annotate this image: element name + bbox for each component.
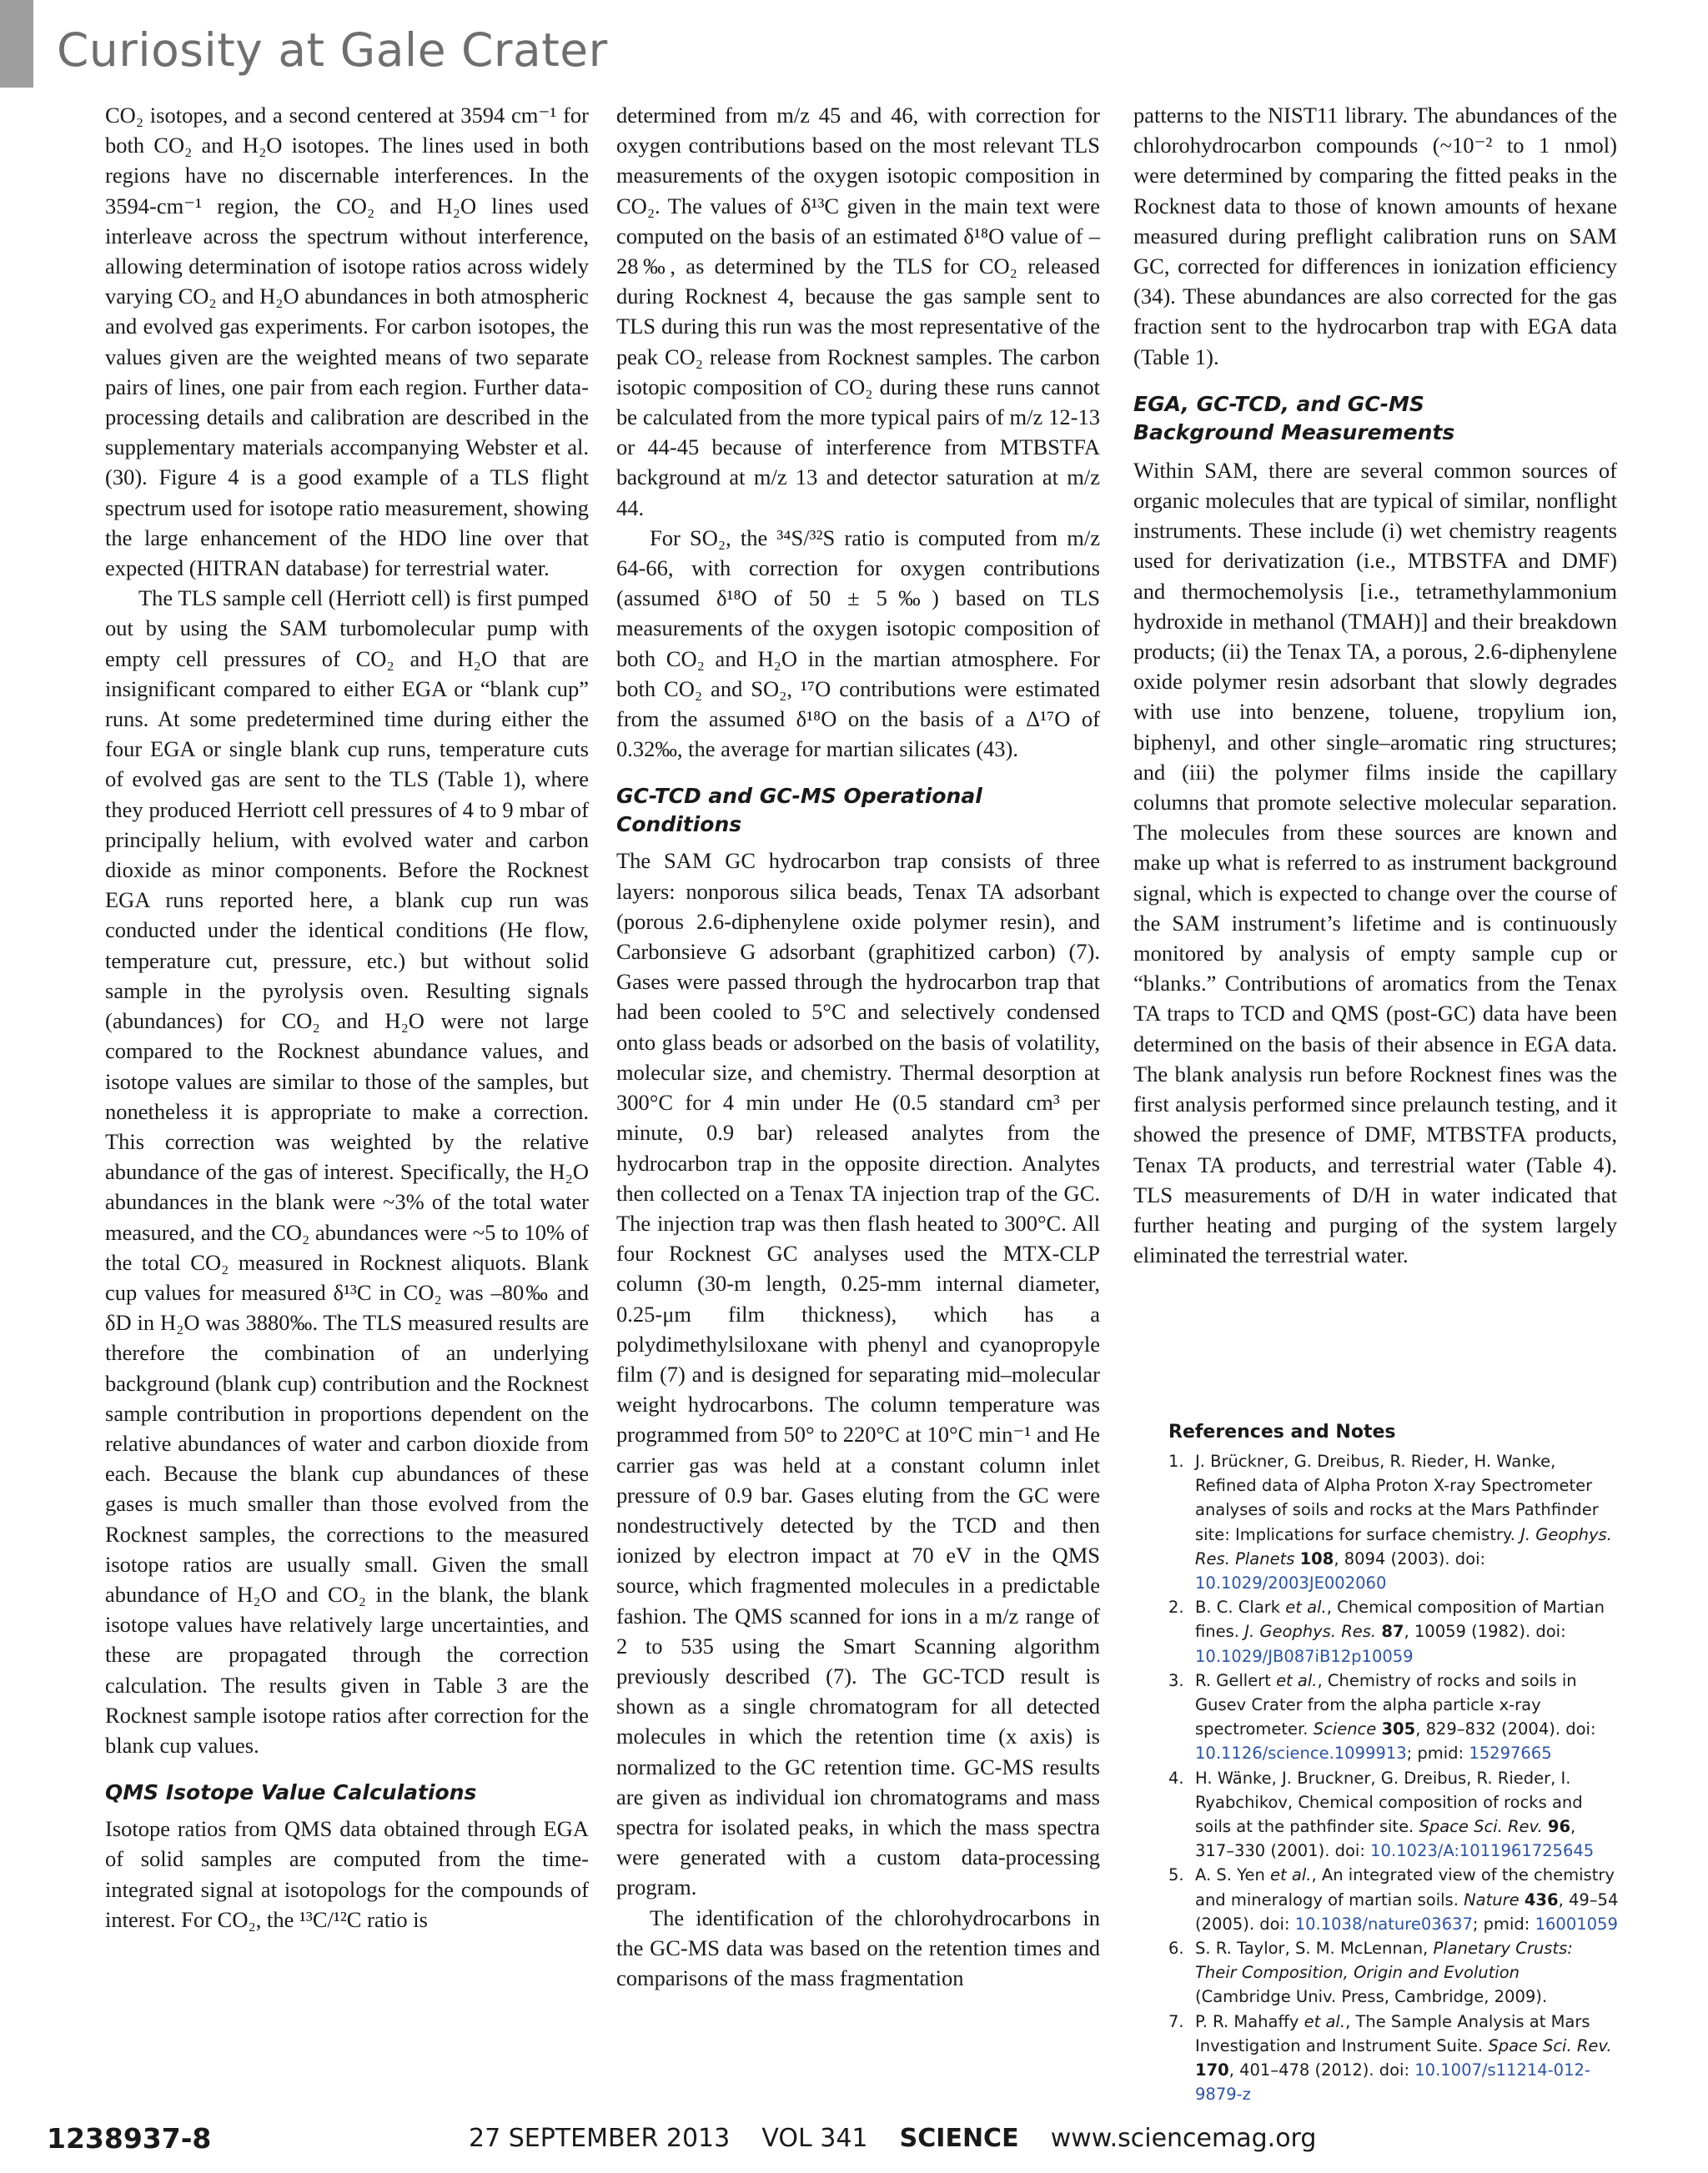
reference-doi-link[interactable]: 10.1007/s11214-012-9879-z bbox=[1195, 2060, 1590, 2105]
reference-volume: 436 bbox=[1524, 1889, 1559, 1910]
column-2 bbox=[616, 100, 1100, 1993]
reference-doi-link[interactable]: 10.1029/2003JE002060 bbox=[1195, 1573, 1387, 1593]
section-heading bbox=[1133, 390, 1617, 447]
reference-pmid-link[interactable]: 15297665 bbox=[1469, 1744, 1552, 1764]
reference-etal: et al. bbox=[1304, 2011, 1346, 2031]
reference-pages: , 401–478 (2012). doi: bbox=[1228, 2060, 1415, 2080]
paragraph: The SAM GC hydrocarbon trap consists of three layers: nonporous silica beads, Tenax TA adsorbant (porous 2.6-diphenylene oxide polymer resin), and Carbonsieve G adsorbant (graphitized carbon) (7). Gases were passed through the hydrocarbon trap that had been cooled to 5°C and selectively condensed onto glass beads or adsorbed on the basis of volatility, molecular size, and chemistry. Thermal desorption at 300°C for 4 min under He (0.5 standard cm³ per minute, 0.9 bar) released analytes from the hydrocarbon trap in the opposite direction. Analytes then collected on a Tenax TA injection trap of the GC. The injection trap was then flash heated to 300°C. All four Rocknest GC analyses used the MTX-CLP column (30-m length, 0.25-mm internal diameter, 0.25-μm film thickness), which has a polydimethylsiloxane with phenyl and cyanopropyle film (7) and is designed for separating mid–molecular weight hydrocarbons. The column temperature was programmed from 50° to 220°C at 10°C min⁻¹ and He carrier gas was held at a constant column inlet pressure of 0.9 bar. Gases eluting from the GC were nondestructively detected by the TCD and then ionized by electron impact at 70 eV in the QMS source, which fragmented molecules in a predictable fashion. The QMS scanned for ions in a m/z range of 2 to 535 using the Smart Scanning algorithm previously described (7). The GC-TCD result is shown as a single chromatogram for all detected molecules in which the retention time (x axis) is normalized to the GC retention time. GC-MS results are given as individual ion chromatograms and mass spectra for isolated peaks, in which the mass spectra were generated with a custom data-processing program. bbox=[616, 848, 1100, 1900]
paragraph: determined from m/z 45 and 46, with correction for oxygen contributions based on the most relevant TLS measurements of the oxygen isotopic composition in CO₂. The values of δ¹³C given in the main text were computed on the basis of an estimated δ¹⁸O value of –28‰, as determined by the TLS for CO₂ released during Rocknest 4, because the gas sample sent to TLS during this run was the most representative of the peak CO₂ release from Rocknest samples. The carbon isotopic composition of CO₂ during these runs cannot be calculated from the more typical pairs of m/z 12-13 or 44-45 because of interference from MTBSTFA background at m/z 13 and detector saturation at m/z 44. bbox=[616, 103, 1100, 520]
reference-item bbox=[1168, 1595, 1619, 1669]
paragraph: Isotope ratios from QMS data obtained through EGA of solid samples are computed from the time-integrated signal at isotopologs for the compounds of interest. For CO₂, the ¹³C/¹²C ratio is bbox=[105, 1816, 589, 1932]
paragraph: Within SAM, there are several common sources of organic molecules that are typical of similar, nonflight instruments. These include (i) wet chemistry reagents used for derivatization (i.e., MTBSTFA and DMF) and thermochemolysis [i.e., tetramethylammonium hydroxide in methanol (TMAH)] and their breakdown products; (ii) the Tenax TA, a porous, 2.6-diphenylene oxide polymer resin adsorbant that slowly degrades with use into benzene, toluene, tropylium ion, biphenyl, and other single–aromatic ring structures; and (iii) the polymer films inside the capillary columns that promote selective molecular separation. The molecules from these sources are known and make up what is referred to as instrument background signal, which is expected to change over the course of the SAM instrument’s lifetime and is continuously monitored by analysis of empty sample cup or “blanks.” Contributions of aromatics from the Tenax TA traps to TCD and QMS (post-GC) data have been determined on the basis of their absence in EGA data. The blank analysis run before Rocknest fines was the first analysis performed since prelaunch testing, and it showed the presence of DMF, MTBSTFA products, Tenax TA products, and terrestrial water (Table 4). TLS measurements of D/H in water indicated that further heating and purging of the system largely eliminated the terrestrial water. bbox=[1133, 457, 1617, 1268]
references-title: References and Notes bbox=[1168, 1422, 1396, 1443]
reference-journal: J. Geophys. Res. bbox=[1244, 1622, 1377, 1642]
reference-volume: 108 bbox=[1299, 1548, 1334, 1568]
column-1 bbox=[105, 100, 589, 1935]
reference-pages: , 49–54 (2005). doi: bbox=[1195, 1889, 1619, 1934]
paragraph: For SO₂, the ³⁴S/³²S ratio is computed from m/z 64-66, with correction for oxygen contributions (assumed δ¹⁸O of 50 ± 5‰) based on TLS measurements of the oxygen isotopic composition of both CO₂ and H₂O in the martian atmosphere. For both CO₂ and SO₂, ¹⁷O contributions were estimated from the assumed δ¹⁸O on the basis of a Δ¹⁷O of 0.32‰, the average for martian silicates (43). bbox=[616, 524, 1100, 762]
footer-volume: VOL 341 bbox=[761, 2124, 868, 2153]
reference-title: , The Sample Analysis at Mars Investigation and Instrument Suite. bbox=[1195, 2011, 1590, 2055]
reference-pages: , 8094 (2003). doi: bbox=[1334, 1548, 1486, 1568]
reference-pmid-label: ; pmid: bbox=[1472, 1914, 1535, 1934]
reference-item bbox=[1168, 2010, 1619, 2107]
section-tab bbox=[0, 0, 33, 88]
reference-title: , Chemical composition of Martian fines. bbox=[1195, 1598, 1605, 1642]
reference-volume: 305 bbox=[1381, 1719, 1416, 1739]
reference-title: , Chemistry of rocks and soils in Gusev Crater from the alpha particle x-ray spectrometer. bbox=[1195, 1670, 1577, 1739]
reference-number: 3. bbox=[1168, 1670, 1184, 1690]
reference-authors: A. S. Yen bbox=[1195, 1865, 1271, 1885]
reference-journal: Space Sci. Rev. bbox=[1488, 2035, 1612, 2055]
reference-item bbox=[1168, 1936, 1619, 2010]
reference-pmid-label: ; pmid: bbox=[1406, 1744, 1469, 1764]
section-heading-line-2: Background Measurements bbox=[1133, 419, 1455, 444]
reference-authors: J. Brückner, G. Dreibus, R. Rieder, H. Wanke, Refined data of Alpha Proton X-ray Spectrometer analyses of soils and rocks at the Mars Pathfinder site: Implications for surface chemistry. bbox=[1195, 1452, 1599, 1544]
reference-etal: et al. bbox=[1285, 1598, 1327, 1618]
reference-doi-link[interactable]: 10.1038/nature03637 bbox=[1294, 1914, 1473, 1934]
reference-pages: (Cambridge Univ. Press, Cambridge, 2009). bbox=[1195, 1987, 1548, 2007]
section-heading-line-1: EGA, GC-TCD, and GC-MS bbox=[1133, 391, 1424, 416]
reference-authors: P. R. Mahaffy bbox=[1195, 2011, 1304, 2031]
column-3 bbox=[1133, 100, 1617, 1270]
reference-item bbox=[1168, 1669, 1619, 1766]
reference-journal: Space Sci. Rev. bbox=[1419, 1817, 1543, 1837]
reference-journal: Science bbox=[1313, 1719, 1377, 1739]
reference-etal: et al. bbox=[1276, 1670, 1318, 1690]
footer-date: 27 SEPTEMBER 2013 bbox=[469, 2124, 731, 2153]
reference-volume: 96 bbox=[1547, 1817, 1571, 1837]
paragraph: The identification of the chlorohydrocarbons in the GC-MS data was based on the retention times and comparisons of the mass fragmentation bbox=[616, 1905, 1100, 1990]
reference-pmid-link[interactable]: 16001059 bbox=[1535, 1914, 1618, 1934]
reference-volume: 87 bbox=[1381, 1622, 1404, 1642]
reference-list bbox=[1168, 1449, 1619, 2106]
paragraph: The TLS sample cell (Herriott cell) is first pumped out by using the SAM turbomolecular pump with empty cell pressures of CO₂ and H₂O that are insignificant compared to either EGA or “blank cup” runs. At some predetermined time during either the four EGA or single blank cup runs, temperature cuts of evolved gas are sent to the TLS (Table 1), where they produced Herriott cell pressures of 4 to 9 mbar of principally helium, with evolved water and carbon dioxide as minor components. Before the Rocknest EGA runs reported here, a blank cup run was conducted under the identical conditions (He flow, temperature cut, pressure, etc.) but without solid sample in the pyrolysis oven. Resulting signals (abundances) for CO₂ and H₂O were not large compared to the Rocknest abundance values, and isotope values are similar to those of the samples, but nonetheless it is appropriate to make a correction. This correction was weighted by the relative abundance of the gas of interest. Specifically, the H₂O abundances in the blank were ~3% of the total water measured, and the CO₂ abundances were ~5 to 10% of the total CO₂ measured in Rocknest aliquots. Blank cup values for measured δ¹³C in CO₂ was –80‰ and δD in H₂O was 3880‰. The TLS measured results are therefore the combination of an underlying background (blank cup) contribution and the Rocknest sample contribution in proportions dependent on the relative abundances of water and carbon dioxide from each. Because the blank cup abundances of these gases is much smaller than those evolved from the Rocknest samples, the corrections to the measured isotope ratios are usually small. Given the small abundance of H₂O and CO₂ in the blank, the blank isotope values have relatively large uncertainties, and these are propagated through the correction calculation. The results given in Table 3 are the Rocknest sample isotope ratios after correction for the blank cup values. bbox=[105, 585, 589, 1758]
reference-item bbox=[1168, 1449, 1619, 1595]
footer-info bbox=[469, 2124, 1316, 2153]
reference-doi-link[interactable]: 10.1029/JB087iB12p10059 bbox=[1195, 1646, 1414, 1666]
references bbox=[1168, 1419, 1619, 2106]
reference-authors: R. Gellert bbox=[1195, 1670, 1277, 1690]
paragraph: patterns to the NIST11 library. The abundances of the chlorohydrocarbon compounds (~10⁻² to 1 nmol) were determined by comparing the fitted peaks in the Rocknest data to those of known amounts of hexane measured during preflight calibration runs on SAM GC, corrected for differences in ionization efficiency (34). These abundances are also corrected for the gas fraction sent to the hydrocarbon trap with EGA data (Table 1). bbox=[1133, 103, 1617, 369]
reference-item bbox=[1168, 1863, 1619, 1936]
page-number: 1238937-8 bbox=[47, 2122, 212, 2155]
reference-doi-link[interactable]: 10.1023/A:1011961725645 bbox=[1370, 1841, 1595, 1861]
reference-etal: et al. bbox=[1270, 1865, 1312, 1885]
reference-item bbox=[1168, 1766, 1619, 1864]
reference-pages: , 10059 (1982). doi: bbox=[1404, 1622, 1566, 1642]
reference-number: 4. bbox=[1168, 1768, 1184, 1788]
paragraph: CO₂ isotopes, and a second centered at 3594 cm⁻¹ for both CO₂ and H₂O isotopes. The lines used in both regions have no discernable interferences. In the 3594-cm⁻¹ region, the CO₂ and H₂O lines used interleave across the spectrum without interference, allowing determination of isotope ratios across widely varying CO₂ and H₂O abundances in both atmospheric and evolved gas experiments. For carbon isotopes, the values given are the weighted means of two separate pairs of lines, one pair from each region. Further data-processing details and calibration are described in the supplementary materials accompanying Webster et al. (30). Figure 4 is a good example of a TLS flight spectrum used for isotope ratio measurement, showing the large enhancement of the HDO line over that expected (HITRAN database) for terrestrial water. bbox=[105, 103, 589, 581]
reference-number: 2. bbox=[1168, 1598, 1184, 1618]
reference-journal: Planetary Crusts: Their Composition, Origin and Evolution bbox=[1195, 1939, 1573, 1983]
running-head: Curiosity at Gale Crater bbox=[57, 23, 608, 77]
footer-url[interactable]: www.sciencemag.org bbox=[1050, 2124, 1317, 2153]
reference-authors: S. R. Taylor, S. M. McLennan, bbox=[1195, 1939, 1434, 1959]
reference-number: 5. bbox=[1168, 1865, 1184, 1885]
section-heading: QMS Isotope Value Calculations bbox=[105, 1780, 477, 1805]
reference-authors: H. Wänke, J. Bruckner, G. Dreibus, R. Rieder, I. Ryabchikov, Chemical composition of rocks and soils at the pathfinder site. bbox=[1195, 1768, 1583, 1837]
reference-volume: 170 bbox=[1195, 2060, 1229, 2080]
section-heading: GC-TCD and GC-MS Operational Conditions bbox=[616, 784, 982, 837]
reference-journal: J. Geophys. Res. Planets bbox=[1195, 1524, 1612, 1568]
reference-number: 1. bbox=[1168, 1452, 1184, 1471]
reference-pages: , 317–330 (2001). doi: bbox=[1195, 1817, 1576, 1861]
reference-number: 7. bbox=[1168, 2011, 1184, 2031]
reference-authors: B. C. Clark bbox=[1195, 1598, 1286, 1618]
reference-doi-link[interactable]: 10.1126/science.1099913 bbox=[1195, 1744, 1407, 1764]
footer-journal: SCIENCE bbox=[899, 2124, 1019, 2153]
reference-pages: , 829–832 (2004). doi: bbox=[1415, 1719, 1596, 1739]
reference-number: 6. bbox=[1168, 1939, 1184, 1959]
page-footer bbox=[0, 2122, 1708, 2164]
reference-title: , An integrated view of the chemistry and mineralogy of martian soils. bbox=[1195, 1865, 1615, 1910]
reference-journal: Nature bbox=[1464, 1889, 1520, 1910]
